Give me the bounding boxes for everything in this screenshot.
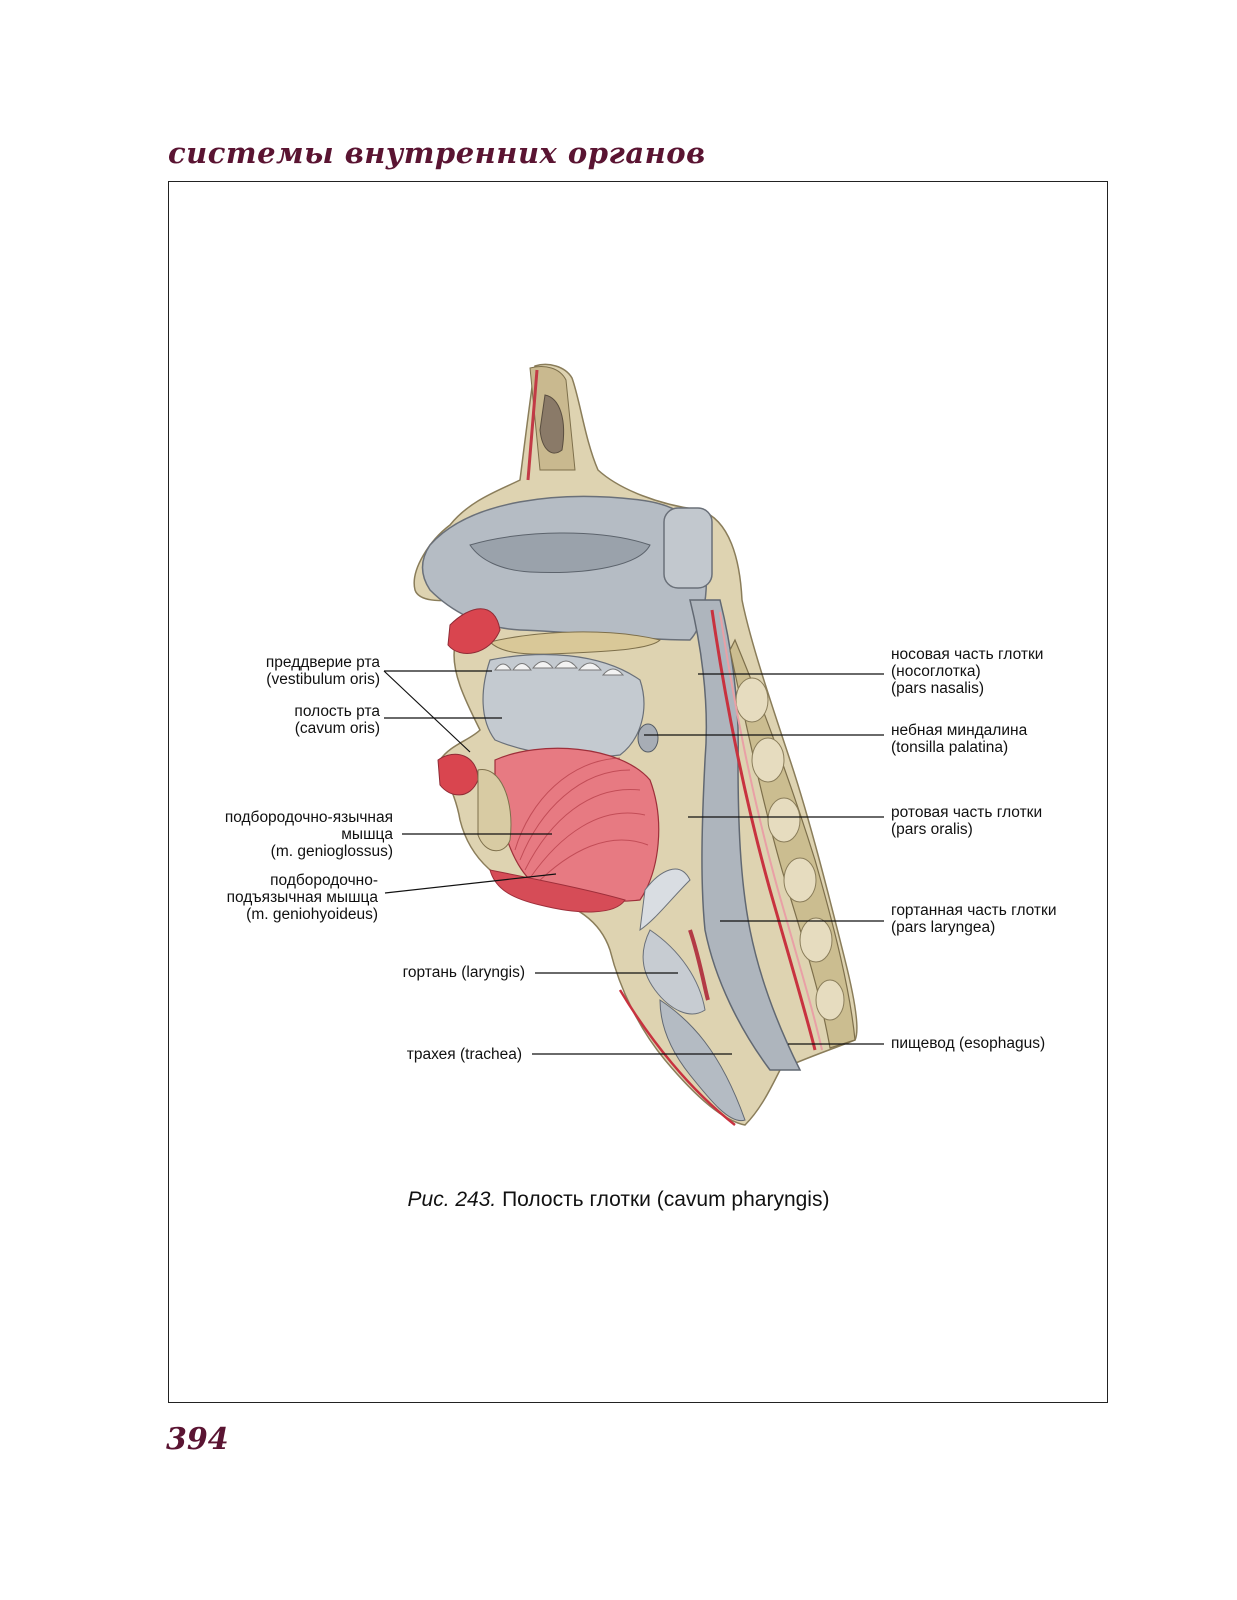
caption-text: Полость глотки (cavum pharyngis) xyxy=(496,1188,830,1211)
label-pars-oralis: ротовая часть глотки (pars oralis) xyxy=(891,804,1043,838)
label-larynx: гортань (laryngis) xyxy=(402,964,525,981)
label-vestibulum-oris: преддверие рта (vestibulum oris) xyxy=(265,654,380,688)
head-silhouette xyxy=(414,365,857,1126)
page-header-title: системы внутренних органов xyxy=(168,136,706,170)
label-pars-laryngea: гортанная часть глотки (pars laryngea) xyxy=(891,902,1057,936)
figure-caption xyxy=(0,1188,1237,1212)
page-number: 394 xyxy=(166,1422,229,1457)
label-cavum-oris: полость рта (cavum oris) xyxy=(294,703,380,737)
label-esophagus: пищевод (esophagus) xyxy=(891,1035,1046,1052)
label-pars-nasalis: носовая часть глотки (носоглотка) (pars nasalis) xyxy=(891,646,1044,697)
label-trachea: трахея (trachea) xyxy=(406,1046,522,1063)
palatine-tonsil xyxy=(638,724,658,752)
label-geniohyoideus: подбородочно- подъязычная мышца (m. geniohyoideus) xyxy=(226,872,378,923)
caption-number: Рис. 243. xyxy=(407,1188,497,1211)
label-genioglossus: подбородочно-язычная мышца (m. genioglossus) xyxy=(224,809,393,860)
label-tonsilla-palatina: небная миндалина (tonsilla palatina) xyxy=(891,722,1028,756)
sphenoid-sinus xyxy=(664,508,712,588)
